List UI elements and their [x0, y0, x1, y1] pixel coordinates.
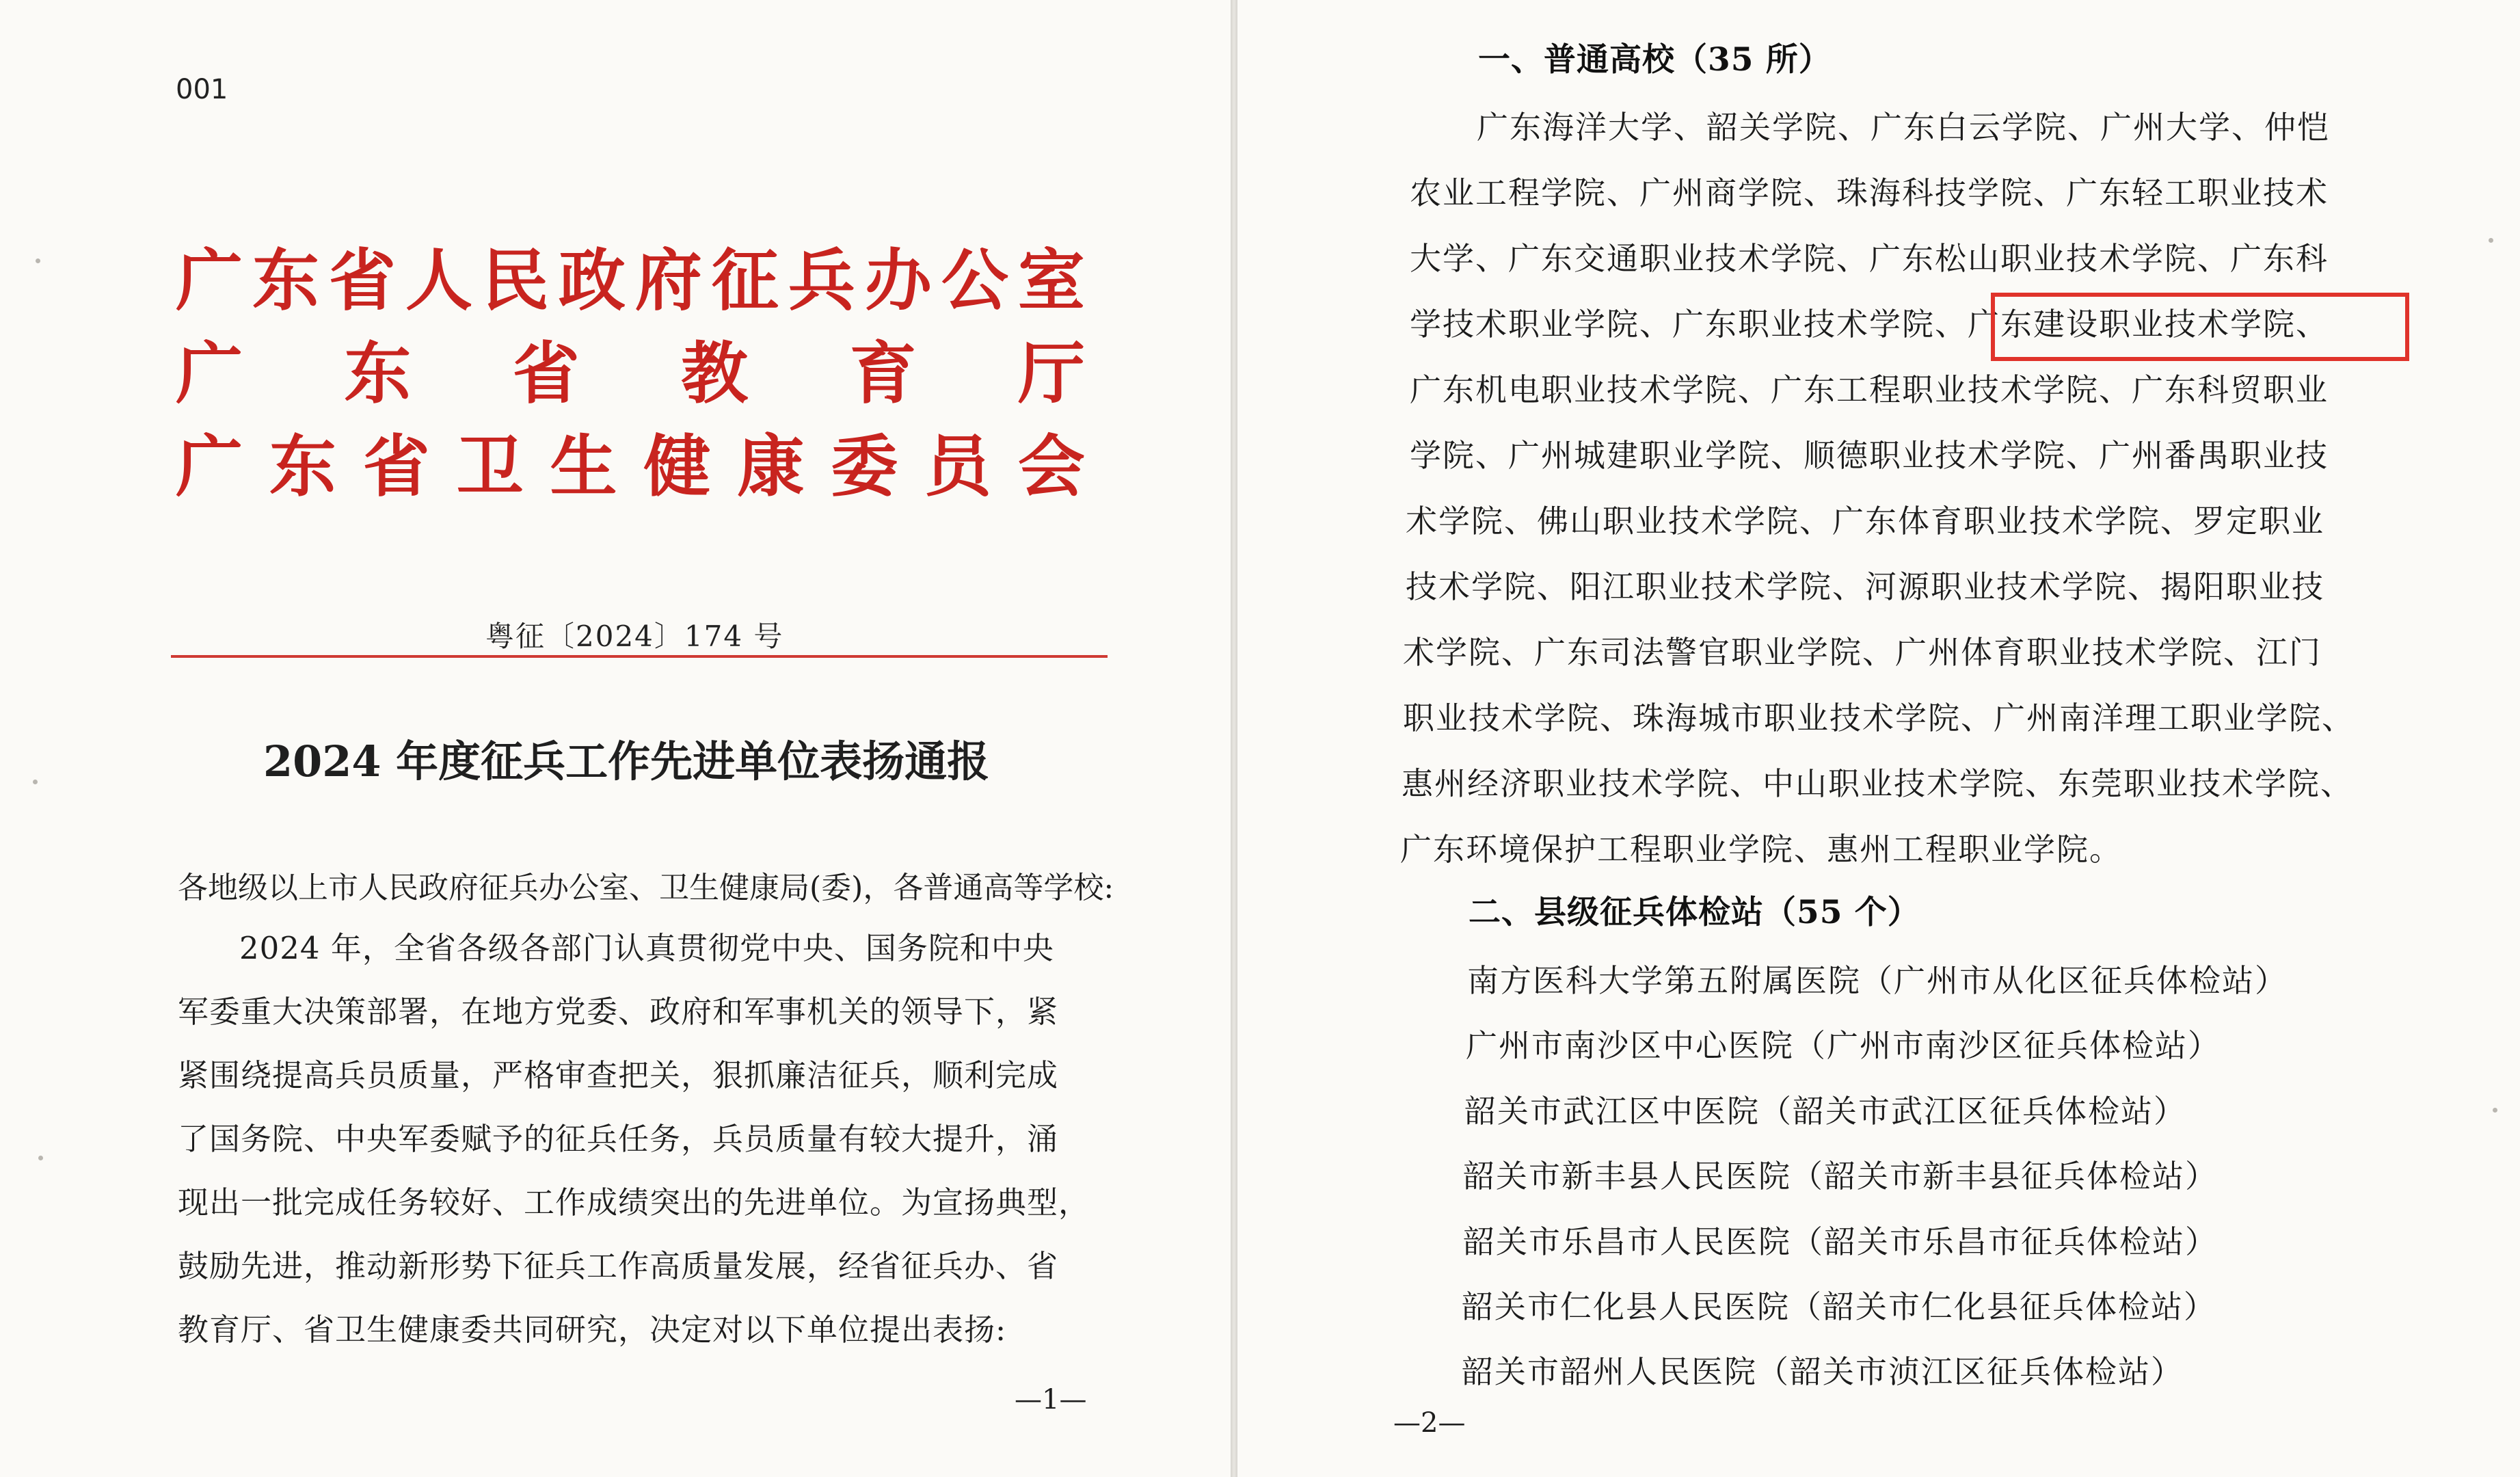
scan-speck — [2493, 1108, 2497, 1113]
issuer-heading-line-2: 广 东 省 教 育 厅 — [176, 334, 1085, 413]
issuer-heading-line-1: 广 东 省 人 民 政 府 征 兵 办 公 室 — [176, 241, 1085, 320]
exam-station-item: 韶关市乐昌市人民医院（韶关市乐昌市征兵体检站） — [1463, 1223, 2218, 1260]
exam-station-item: 韶关市新丰县人民医院（韶关市新丰县征兵体检站） — [1463, 1158, 2218, 1195]
highlight-box — [1991, 293, 2409, 361]
body-line: 紧围绕提高兵员质量，严格审查把关，狠抓廉洁征兵，顺利完成 — [178, 1057, 1059, 1093]
page-number: —2— — [1393, 1407, 1466, 1439]
scan-speck — [2489, 238, 2493, 243]
body-line: 了国务院、中央军委赋予的征兵任务，兵员质量有较大提升，涌 — [178, 1121, 1059, 1157]
university-list-line: 学院、广州城建职业学院、顺德职业技术学院、广州番禺职业技 — [1410, 437, 2329, 474]
university-list-line: 惠州经济职业技术学院、中山职业技术学院、东莞职业技术学院、 — [1402, 765, 2353, 802]
university-list-line: 技术学院、阳江职业技术学院、河源职业技术学院、揭阳职业技 — [1406, 568, 2324, 605]
exam-station-item: 南方医科大学第五附属医院（广州市从化区征兵体检站） — [1467, 962, 2288, 999]
university-list-line: 农业工程学院、广州商学院、珠海科技学院、广东轻工职业技术 — [1410, 174, 2329, 211]
university-list-line: 大学、广东交通职业技术学院、广东松山职业技术学院、广东科 — [1410, 240, 2329, 277]
scan-speck — [38, 1156, 43, 1160]
scan-speck — [36, 258, 40, 263]
red-separator-line — [171, 655, 1108, 658]
exam-station-item: 广州市南沙区中心医院（广州市南沙区征兵体检站） — [1466, 1027, 2221, 1064]
body-line: 2024 年，全省各级各部门认真贯彻党中央、国务院和中央 — [239, 930, 1054, 966]
university-list-line: 职业技术学院、珠海城市职业技术学院、广州南洋理工职业学院、 — [1403, 700, 2355, 736]
section-1-title: 一、普通高校（35 所） — [1478, 41, 1832, 79]
body-line: 军委重大决策部署，在地方党委、政府和军事机关的领导下，紧 — [178, 994, 1059, 1030]
university-list-line: 学技术职业学院、广东职业技术学院、广东建设职业技术学院、 — [1410, 306, 2329, 343]
issuer-heading-line-3: 广 东 省 卫 生 健 康 委 员 会 — [176, 427, 1085, 506]
university-list-line: 术学院、佛山职业技术学院、广东体育职业技术学院、罗定职业 — [1406, 503, 2324, 540]
body-line: 现出一批完成任务较好、工作成绩突出的先进单位。为宣扬典型， — [178, 1184, 1090, 1221]
section-2-title: 二、县级征兵体检站（55 个） — [1469, 894, 1920, 931]
university-list-line: 术学院、广东司法警官职业学院、广州体育职业技术学院、江门 — [1403, 634, 2322, 671]
body-line: 教育厅、省卫生健康委共同研究，决定对以下单位提出表扬: — [178, 1312, 1007, 1348]
body-line: 鼓励先进，推动新形势下征兵工作高质量发展，经省征兵办、省 — [178, 1248, 1059, 1284]
exam-station-item: 韶关市仁化县人民医院（韶关市仁化县征兵体检站） — [1462, 1288, 2216, 1325]
scan-speck — [33, 780, 38, 784]
document-code: 001 — [176, 74, 228, 105]
document-send-number: 粤征〔2024〕174 号 — [485, 620, 784, 653]
salutation: 各地级以上市人民政府征兵办公室、卫生健康局(委)，各普通高等学校: — [178, 870, 1114, 905]
exam-station-item: 韶关市韶州人民医院（韶关市浈江区征兵体检站） — [1462, 1353, 2184, 1390]
document-title: 2024 年度征兵工作先进单位表扬通报 — [263, 736, 990, 786]
university-list-line: 广东海洋大学、韶关学院、广东白云学院、广州大学、仲恺 — [1477, 109, 2330, 146]
page-number: —1— — [1015, 1384, 1087, 1415]
university-list-line: 广东环境保护工程职业学院、惠州工程职业学院。 — [1400, 831, 2122, 868]
exam-station-item: 韶关市武江区中医院（韶关市武江区征兵体检站） — [1464, 1093, 2186, 1130]
page-gutter — [1231, 0, 1237, 1477]
university-list-line: 广东机电职业技术学院、广东工程职业技术学院、广东科贸职业 — [1410, 371, 2329, 408]
